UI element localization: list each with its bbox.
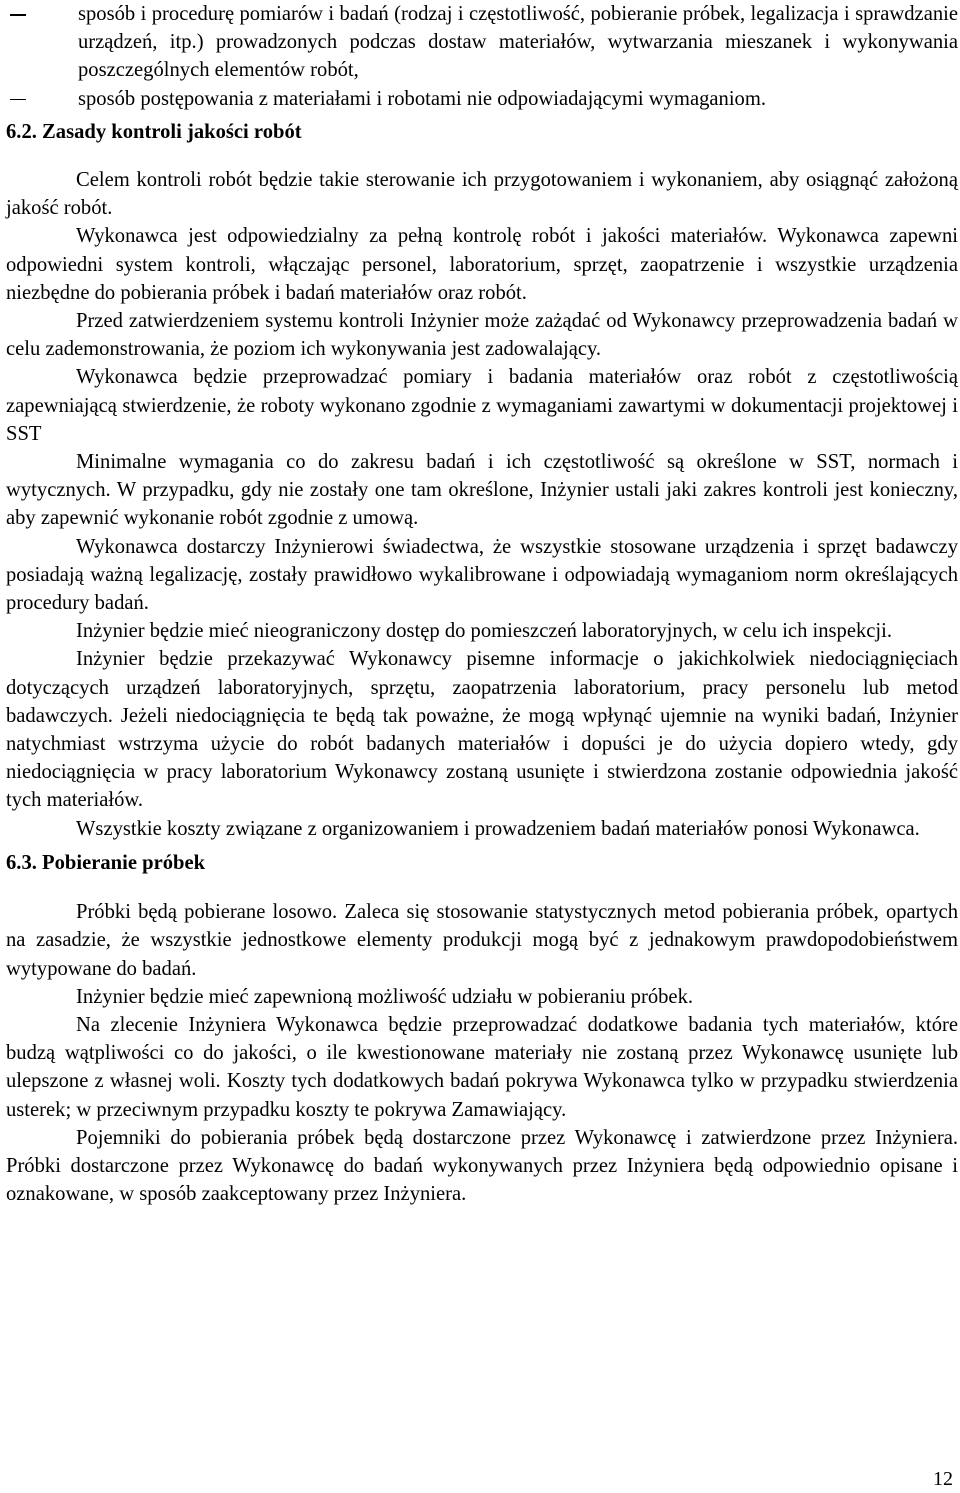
list-item bbox=[6, 85, 958, 113]
list-item-text: sposób i procedurę pomiarów i badań (rodzaj i częstotliwość, pobieranie próbek, legalizacja i sprawdzanie urządzeń, itp.) prowadzonych podczas dostaw materiałów, wytwarzania mieszanek i wykonywania poszczególnych elementów robót, bbox=[78, 3, 958, 82]
paragraph: Przed zatwierdzeniem systemu kontroli Inżynier może zażądać od Wykonawcy przeprowadzenia badań w celu zademonstrowania, że poziom ich wykonywania jest zadowalający. bbox=[6, 310, 958, 361]
paragraph: Wykonawca jest odpowiedzialny za pełną kontrolę robót i jakości materiałów. Wykonawca zapewni odpowiedni system kontroli, włączając personel, laboratorium, sprzęt, zaopatrzenie i wszystkie urządzenia niezbędne do pobierania próbek i badań materiałów oraz robót. bbox=[6, 225, 958, 304]
paragraph: Minimalne wymagania co do zakresu badań i ich częstotliwość są określone w SST, normach i wytycznych. W przypadku, gdy nie zostały one tam określone, Inżynier ustali jaki zakres kontroli jest konieczny, aby zapewnić wykonanie robót zgodnie z umową. bbox=[6, 451, 958, 530]
paragraph: Celem kontroli robót będzie takie sterowanie ich przygotowaniem i wykonaniem, aby osiągnąć założoną jakość robót. bbox=[6, 169, 958, 220]
bullet-list bbox=[6, 0, 958, 113]
section-heading: 6.3. Pobieranie próbek bbox=[6, 851, 206, 874]
paragraph: Wszystkie koszty związane z organizowaniem i prowadzeniem badań materiałów ponosi Wykonawca. bbox=[76, 817, 920, 840]
paragraph: Na zlecenie Inżyniera Wykonawca będzie przeprowadzać dodatkowe badania tych materiałów, które budzą wątpliwości co do jakości, o ile kwestionowane materiały nie zostaną przez Wykonawcę usunięte lub ulepszone z własnej woli. Koszty tych dodatkowych badań pokrywa Wykonawca tylko w przypadku stwierdzenia usterek; w przeciwnym przypadku koszty te pokrywa Zamawiający. bbox=[6, 1013, 958, 1121]
paragraph: Wykonawca będzie przeprowadzać pomiary i badania materiałów oraz robót z częstotliwością zapewniającą stwierdzenie, że roboty wykonano zgodnie z wymaganiami zawartymi w dokumentacji projektowej i SST bbox=[6, 366, 958, 445]
list-item bbox=[6, 0, 958, 85]
paragraph: Pojemniki do pobierania próbek będą dostarczone przez Wykonawcę i zatwierdzone przez Inżyniera. Próbki dostarczone przez Wykonawcę do badań wykonywanych przez Inżyniera będą odpowiednio opisane i oznakowane, w sposób zaakceptowany przez Inżyniera. bbox=[6, 1126, 958, 1206]
list-item-text: sposób postępowania z materiałami i robotami nie odpowiadającymi wymaganiom. bbox=[78, 87, 767, 110]
paragraph: Próbki będą pobierane losowo. Zaleca się stosowanie statystycznych metod pobierania próbek, opartych na zasadzie, że wszystkie jednostkowe elementy produkcji mogą być z jednakowym prawdopodobieństwem wytypowane do badań. bbox=[6, 901, 958, 980]
document-page bbox=[6, 0, 958, 1208]
paragraph: Inżynier będzie przekazywać Wykonawcy pisemne informacje o jakichkolwiek niedociągnięciach dotyczących urządzeń laboratoryjnych, sprzętu, zaopatrzenia laboratorium, pracy personelu lub metod badawczych. Jeżeli niedociągnięcia te będą tak poważne, że mogą wpłynąć ujemnie na wyniki badań, Inżynier natychmiast wstrzyma użycie do robót badanych materiałów i dopuści je do użycia dopiero wtedy, gdy niedociągnięcia w pracy laboratorium Wykonawcy zostaną usunięte i stwierdzona zostanie odpowiednia jakość tych materiałów. bbox=[6, 648, 958, 812]
paragraph: Wykonawca dostarczy Inżynierowi świadectwa, że wszystkie stosowane urządzenia i sprzęt badawczy posiadają ważną legalizację, zostały prawidłowo wykalibrowane i odpowiadają wymaganiom norm określających procedury badań. bbox=[6, 535, 958, 615]
paragraph: Inżynier będzie mieć nieograniczony dostęp do pomieszczeń laboratoryjnych, w celu ich inspekcji. bbox=[76, 620, 893, 643]
section-heading: 6.2. Zasady kontroli jakości robót bbox=[6, 120, 302, 143]
page-number: 12 bbox=[933, 1468, 953, 1490]
paragraph: Inżynier będzie mieć zapewnioną możliwość udziału w pobieraniu próbek. bbox=[76, 985, 694, 1008]
